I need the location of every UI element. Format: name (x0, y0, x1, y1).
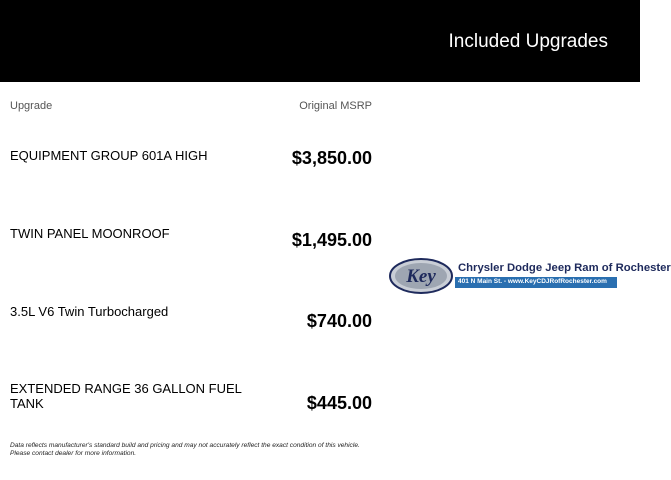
upgrade-row (10, 148, 372, 178)
header-bar (0, 0, 640, 82)
column-header-upgrade: Upgrade (10, 100, 53, 112)
upgrade-name: TWIN PANEL MOONROOF (10, 226, 170, 241)
upgrade-row (10, 381, 372, 413)
upgrade-row (10, 304, 372, 334)
upgrade-name: 3.5L V6 Twin Turbocharged (10, 304, 169, 319)
upgrade-price: $445.00 (306, 393, 372, 413)
column-header-msrp: Original MSRP (299, 100, 372, 112)
dealer-name: Chrysler Dodge Jeep Ram of Rochester (458, 262, 671, 274)
upgrade-name: EQUIPMENT GROUP 601A HIGH (10, 148, 208, 163)
upgrade-name: EXTENDED RANGE 36 GALLON FUEL TANK (10, 381, 242, 411)
upgrade-price: $740.00 (306, 311, 372, 331)
upgrade-price: $3,850.00 (291, 148, 372, 168)
dealer-address: 401 N Main St. - www.KeyCDJRofRochester.com (458, 278, 607, 285)
dealer-logo (388, 257, 671, 295)
disclaimer-text: Data reflects manufacturer's standard build and pricing and may not accurately reflect the exact condition of this vehicle. Please contact dealer for more information. (10, 442, 360, 457)
upgrade-price: $1,495.00 (291, 230, 372, 250)
page-title: Included Upgrades (448, 31, 608, 52)
logo-brand-mark: Key (406, 266, 436, 287)
upgrade-row (10, 226, 372, 256)
